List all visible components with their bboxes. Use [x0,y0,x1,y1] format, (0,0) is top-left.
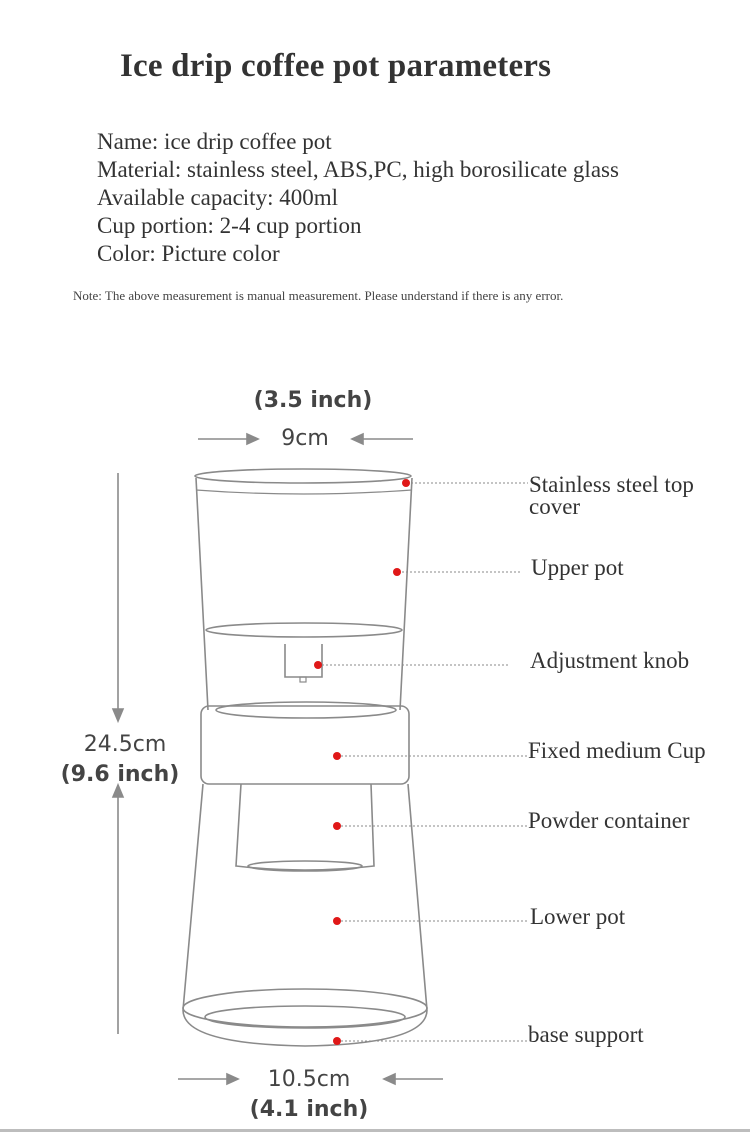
upper-pot-shape [196,478,412,710]
spec-material: Material: stainless steel, ABS,PC, high borosilicate glass [97,157,619,182]
spec-name: Name: ice drip coffee pot [97,129,332,154]
marker-fixed-cup [333,752,341,760]
label-upper-pot: Upper pot [531,555,624,580]
label-lower-pot: Lower pot [530,904,626,929]
label-top-cover [529,474,694,518]
bottom-width-inch: (4.1 inch) [249,1097,369,1122]
label-powder-container: Powder container [528,808,690,833]
markers [314,479,410,1045]
height-cm: 24.5cm [83,732,167,757]
leader-lines [318,483,529,1041]
measurement-note: Note: The above measurement is manual measurement. Please understand if there is any error. [73,288,564,303]
powder-container-shape [236,784,374,870]
lower-pot-shape [183,784,427,1010]
top-cover-shape [195,469,411,483]
marker-top-cover [402,479,410,487]
label-base-support: base support [528,1022,644,1047]
marker-upper-pot [393,568,401,576]
dimension-arrows [113,434,443,1084]
upper-pot-bottom [206,623,402,637]
knob-shape [285,644,322,677]
marker-lower-pot [333,917,341,925]
page-title: Ice drip coffee pot parameters [120,48,552,84]
marker-powder-container [333,822,341,830]
label-top-cover-line1: Stainless steel top [529,472,694,497]
pot-outline [183,469,427,1046]
marker-knob [314,661,322,669]
label-top-cover-line2: cover [529,494,581,519]
bottom-width-cm: 10.5cm [267,1067,351,1092]
spec-cup-portion: Cup portion: 2-4 cup portion [97,213,362,238]
spec-color: Color: Picture color [97,241,280,266]
top-width-inch: (3.5 inch) [253,388,373,413]
label-fixed-cup: Fixed medium Cup [528,738,706,763]
spec-capacity: Available capacity: 400ml [97,185,338,210]
marker-base [333,1037,341,1045]
height-inch: (9.6 inch) [60,762,180,787]
top-width-cm: 9cm [281,426,329,451]
label-adjustment-knob: Adjustment knob [530,648,690,673]
